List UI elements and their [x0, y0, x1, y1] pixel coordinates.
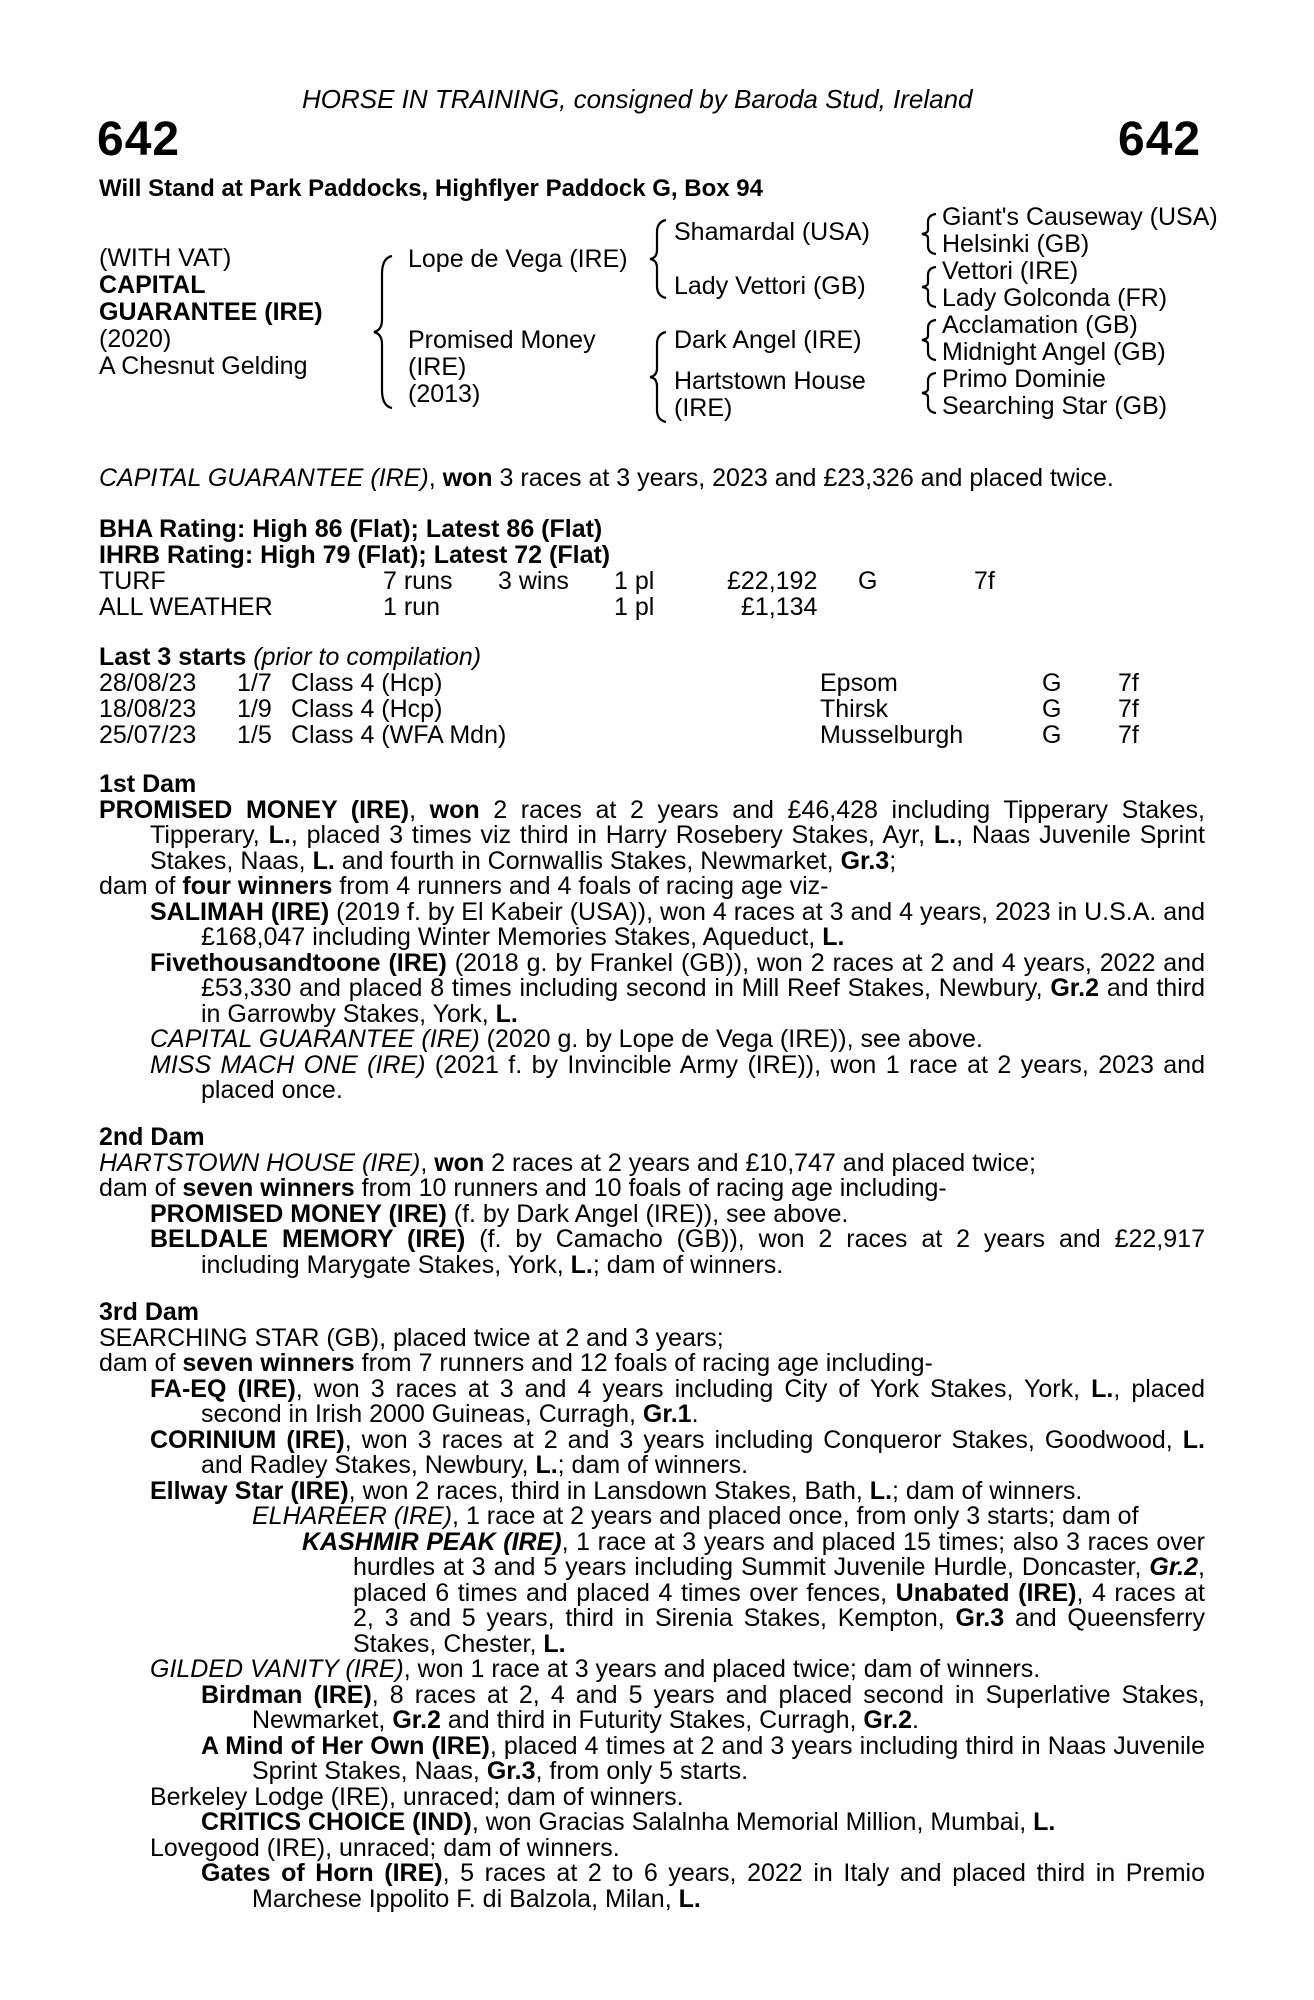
pedigree-dsd: Midnight Angel (GB): [942, 338, 1166, 366]
pedigree-ddd: Searching Star (GB): [942, 392, 1168, 420]
pedigree-brace-dam: [648, 330, 670, 424]
record-money: £1,134: [741, 593, 818, 621]
produce-birdman: Birdman (IRE), 8 races at 2, 4 and 5 years and placed second in Superlative Stakes, Newmarket, Gr.2 and third in Futurity Stakes, Curragh, Gr.2.: [201, 1680, 1205, 1734]
horse-name-line2: GUARANTEE (IRE): [99, 298, 323, 326]
horse-description: A Chesnut Gelding: [99, 352, 308, 380]
ihrb-rating: IHRB Rating: High 79 (Flat); Latest 72 (Flat): [99, 541, 611, 569]
last-starts-heading: [99, 644, 481, 670]
start-course: Musselburgh: [820, 721, 964, 749]
first-dam-heading: 1st Dam: [99, 770, 197, 798]
pedigree-brace-main: [372, 254, 396, 410]
pedigree-sss: Giant's Causeway (USA): [942, 203, 1218, 231]
horse-year: (2020): [99, 325, 172, 353]
third-dam-record: SEARCHING STAR (GB), placed twice at 2 and 3 years;: [99, 1323, 724, 1352]
pedigree-brace-ss: [920, 212, 940, 256]
start-race: Class 4 (Hcp): [291, 695, 443, 723]
start-position: 1/7: [237, 669, 272, 697]
vat-note: (WITH VAT): [99, 244, 232, 272]
last-starts-title: Last 3 starts: [99, 643, 247, 671]
third-dam-heading: 3rd Dam: [99, 1298, 200, 1326]
start-position: 1/5: [237, 721, 272, 749]
bha-rating: BHA Rating: High 86 (Flat); Latest 86 (Flat): [99, 515, 603, 543]
produce-gates-of-horn: Gates of Horn (IRE), 5 races at 2 to 6 years, 2022 in Italy and placed third in Premio Marchese Ippolito F. di Balzola, Milan, L.: [201, 1859, 1205, 1913]
record-runs: 7 runs: [383, 567, 453, 595]
start-distance: 7f: [1118, 721, 1139, 749]
pedigree-dam-line3: (2013): [408, 380, 481, 408]
pedigree-sire: Lope de Vega (IRE): [408, 245, 628, 273]
record-going: G: [858, 567, 878, 595]
start-race: Class 4 (Hcp): [291, 669, 443, 697]
pedigree-brace-ds: [920, 318, 940, 362]
produce-gilded-vanity: GILDED VANITY (IRE), won 1 race at 3 years and placed twice; dam of winners.: [150, 1655, 1041, 1683]
start-course: Thirsk: [820, 695, 889, 723]
horse-name-line1: CAPITAL: [99, 271, 206, 299]
race-summary: CAPITAL GUARANTEE (IRE), won 3 races at 3 years, 2023 and £23,326 and placed twice.: [99, 464, 1114, 492]
summary-won: won: [442, 464, 493, 492]
produce-fivethousandtoone: Fivethousandtoone (IRE) (2018 g. by Frankel (GB)), won 2 races at 2 and 4 years, 2022 and £53,330 and placed 8 times including second in Mill Reef Stakes, Newbury, Gr.2 and third in Garrowby Stakes, York, L.: [150, 948, 1205, 1028]
record-surface: ALL WEATHER: [99, 593, 273, 621]
produce-ellway-star: Ellway Star (IRE), won 2 races, third in Lansdown Stakes, Bath, L.; dam of winners.: [150, 1476, 1083, 1505]
produce-beldale-memory: BELDALE MEMORY (IRE) (f. by Camacho (GB)), won 2 races at 2 years and £22,917 including Marygate Stakes, York, L.; dam of winners.: [150, 1225, 1205, 1279]
summary-horse-name: CAPITAL GUARANTEE (IRE): [99, 464, 429, 492]
start-going: G: [1042, 695, 1062, 723]
pedigree-dam-line2: (IRE): [408, 353, 467, 381]
pedigree-sire-sire: Shamardal (USA): [674, 218, 870, 246]
third-dam-produce-summary: dam of seven winners from 7 runners and 12 foals of racing age including-: [99, 1349, 933, 1377]
start-race: Class 4 (WFA Mdn): [291, 721, 507, 749]
pedigree-dam-dam-line1: Hartstown House: [674, 367, 866, 395]
produce-elhareer: ELHAREER (IRE), 1 race at 2 years and placed once, from only 3 starts; dam of: [252, 1502, 1139, 1530]
second-dam-record: HARTSTOWN HOUSE (IRE), won 2 races at 2 years and £10,747 and placed twice;: [99, 1148, 1036, 1177]
pedigree-sdd: Lady Golconda (FR): [942, 284, 1168, 312]
start-date: 18/08/23: [99, 695, 197, 723]
record-runs: 1 run: [383, 593, 440, 621]
second-dam-produce-summary: dam of seven winners from 10 runners and 10 foals of racing age including-: [99, 1174, 947, 1202]
start-going: G: [1042, 669, 1062, 697]
pedigree-dss: Acclamation (GB): [942, 311, 1138, 339]
start-distance: 7f: [1118, 695, 1139, 723]
produce-kashmir-peak: KASHMIR PEAK (IRE), 1 race at 3 years and placed 15 times; also 3 races over hurdles at 3 and 5 years including Summit Juvenile Hurdle, Doncaster, Gr.2, placed 6 times and placed 4 times over fences, Unabated (IRE), 4 races at 2, 3 and 5 years, third in Sirenia Stakes, Kempton, Gr.3 and Queensferry Stakes, Chester, L.: [302, 1527, 1205, 1658]
pedigree-brace-sd: [920, 265, 940, 309]
record-placed: 1 pl: [614, 567, 655, 595]
last-starts-note: (prior to compilation): [253, 643, 482, 671]
second-dam-heading: 2nd Dam: [99, 1123, 205, 1151]
record-placed: 1 pl: [614, 593, 655, 621]
pedigree-sire-dam: Lady Vettori (GB): [674, 272, 866, 300]
first-dam-section: [99, 772, 1205, 1104]
produce-berkeley-lodge: Berkeley Lodge (IRE), unraced; dam of winners.: [150, 1782, 684, 1811]
pedigree-sds: Vettori (IRE): [942, 257, 1079, 285]
produce-salimah: SALIMAH (IRE) (2019 f. by El Kabeir (USA)), won 4 races at 3 and 4 years, 2023 in U.S.A. and £168,047 including Winter Memories Stakes, Aqueduct, L.: [150, 897, 1205, 951]
start-going: G: [1042, 721, 1062, 749]
pedigree-dds: Primo Dominie: [942, 365, 1106, 393]
third-dam-section: [99, 1300, 1205, 1912]
first-dam-produce-summary: dam of four winners from 4 runners and 4 foals of racing age viz-: [99, 872, 829, 900]
pedigree-ssd: Helsinki (GB): [942, 230, 1090, 258]
consignment-line: HORSE IN TRAINING, consigned by Baroda Stud, Ireland: [302, 84, 973, 114]
produce-critics-choice: CRITICS CHOICE (IND), won Gracias Salalnha Memorial Million, Mumbai, L.: [201, 1808, 1056, 1836]
pedigree-brace-dd: [920, 371, 940, 415]
stand-location: Will Stand at Park Paddocks, Highflyer Paddock G, Box 94: [99, 175, 763, 202]
start-course: Epsom: [820, 669, 898, 697]
produce-a-mind-of-her-own: A Mind of Her Own (IRE), placed 4 times at 2 and 3 years including third in Naas Juvenile Sprint Stakes, Naas, Gr.3, from only 5 starts.: [201, 1731, 1205, 1785]
produce-promised-money: PROMISED MONEY (IRE) (f. by Dark Angel (IRE)), see above.: [150, 1199, 849, 1228]
produce-fa-eq: FA-EQ (IRE), won 3 races at 3 and 4 years including City of York Stakes, York, L., placed second in Irish 2000 Guineas, Curragh, Gr.1.: [150, 1374, 1205, 1428]
lot-number-right: 642: [1118, 113, 1202, 166]
pedigree-dam-sire: Dark Angel (IRE): [674, 326, 862, 354]
pedigree-dam-line1: Promised Money: [408, 326, 596, 354]
summary-text: 3 races at 3 years, 2023 and £23,326 and placed twice.: [492, 464, 1114, 492]
record-distance: 7f: [974, 567, 995, 595]
produce-miss-mach-one: MISS MACH ONE (IRE) (2021 f. by Invincible Army (IRE)), won 1 race at 2 years, 2023 and placed once.: [150, 1050, 1205, 1104]
produce-corinium: CORINIUM (IRE), won 3 races at 2 and 3 years including Conqueror Stakes, Goodwood, L. and Radley Stakes, Newbury, L.; dam of winners.: [150, 1425, 1205, 1479]
pedigree-brace-sire: [648, 218, 670, 300]
start-date: 25/07/23: [99, 721, 197, 749]
start-distance: 7f: [1118, 669, 1139, 697]
pedigree-dam-dam-line2: (IRE): [674, 394, 733, 422]
lot-number-left: 642: [97, 113, 181, 166]
record-wins: 3 wins: [498, 567, 569, 595]
record-surface: TURF: [99, 567, 166, 595]
second-dam-section: [99, 1125, 1205, 1278]
record-money: £22,192: [727, 567, 818, 595]
start-date: 28/08/23: [99, 669, 197, 697]
produce-lovegood: Lovegood (IRE), unraced; dam of winners.: [150, 1833, 620, 1862]
first-dam-record: PROMISED MONEY (IRE), won 2 races at 2 years and £46,428 including Tipperary Stakes, Tipperary, L., placed 3 times viz third in Harry Rosebery Stakes, Ayr, L., Naas Juvenile Sprint Stakes, Naas, L. and fourth in Cornwallis Stakes, Newmarket, Gr.3;: [99, 795, 1206, 875]
produce-capital-guarantee: CAPITAL GUARANTEE (IRE) (2020 g. by Lope de Vega (IRE)), see above.: [150, 1025, 983, 1053]
start-position: 1/9: [237, 695, 272, 723]
